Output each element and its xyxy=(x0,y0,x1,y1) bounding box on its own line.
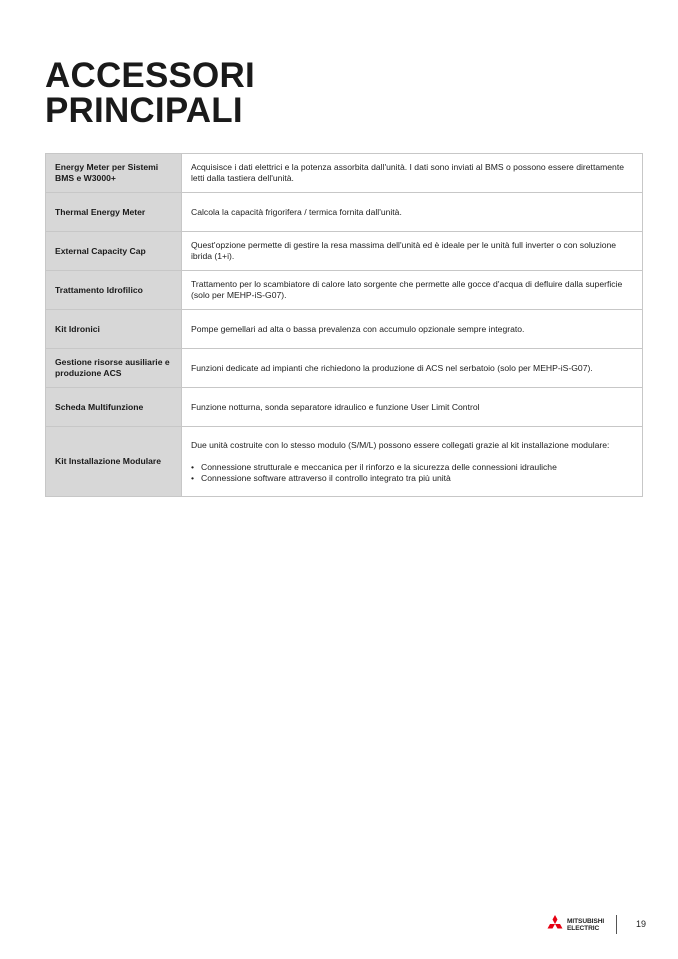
brand-logo xyxy=(545,915,607,935)
list-item: • Connessione software attraverso il controllo integrato tra più unità xyxy=(191,473,633,484)
accessory-label: Gestione risorse ausiliarie e produzione ACS xyxy=(46,349,182,388)
brand-name-line-2: ELECTRIC xyxy=(567,925,600,932)
table-row xyxy=(46,388,643,427)
footer-divider xyxy=(616,915,617,934)
accessory-description: Trattamento per lo scambiatore di calore lato sorgente che permette alle gocce d'acqua di defluire dalla superficie (solo per MEHP-iS-G07). xyxy=(182,271,643,310)
accessory-description: Funzioni dedicate ad impianti che richiedono la produzione di ACS nel serbatoio (solo per MEHP-iS-G07). xyxy=(182,349,643,388)
accessory-label: Kit Idronici xyxy=(46,310,182,349)
page-number: 19 xyxy=(636,919,647,929)
table-row xyxy=(46,427,643,497)
page-title-line-2: PRINCIPALI xyxy=(45,91,243,130)
accessories-table xyxy=(45,153,643,497)
accessory-label: Scheda Multifunzione xyxy=(46,388,182,427)
accessory-description: Due unità costruite con lo stesso modulo (S/M/L) possono essere collegati grazie al kit installazione modulare: xyxy=(191,439,610,450)
table-row xyxy=(46,193,643,232)
accessory-label: Thermal Energy Meter xyxy=(46,193,182,232)
three-diamonds-icon xyxy=(545,915,565,934)
bullet-list xyxy=(191,462,633,484)
table-row xyxy=(46,349,643,388)
accessory-description-cell xyxy=(182,427,643,497)
accessory-label: Trattamento Idrofilico xyxy=(46,271,182,310)
table-row xyxy=(46,154,643,193)
table-row xyxy=(46,310,643,349)
accessory-description: Pompe gemellari ad alta o bassa prevalenza con accumulo opzionale sempre integrato. xyxy=(182,310,643,349)
accessory-description: Calcola la capacità frigorifera / termica fornita dall'unità. xyxy=(182,193,643,232)
page-title xyxy=(45,58,255,128)
accessory-label: Energy Meter per Sistemi BMS e W3000+ xyxy=(46,154,182,193)
brand-name-line-1: MITSUBISHI xyxy=(567,918,605,925)
accessory-description: Acquisisce i dati elettrici e la potenza assorbita dall'unità. I dati sono inviati al BMS o possono essere direttamente letti dalla tastiera dell'unità. xyxy=(182,154,643,193)
page-title-line-1: ACCESSORI xyxy=(45,56,255,95)
brand-name xyxy=(567,918,604,932)
accessory-description: Funzione notturna, sonda separatore idraulico e funzione User Limit Control xyxy=(182,388,643,427)
table-row xyxy=(46,232,643,271)
table-row xyxy=(46,271,643,310)
accessory-label: External Capacity Cap xyxy=(46,232,182,271)
accessory-label: Kit Installazione Modulare xyxy=(46,427,182,497)
accessory-description: Quest'opzione permette di gestire la resa massima dell'unità ed è ideale per le unità full inverter o con soluzione ibrida (1+i). xyxy=(182,232,643,271)
list-item: • Connessione strutturale e meccanica per il rinforzo e la sicurezza delle connessioni idrauliche xyxy=(191,462,633,473)
